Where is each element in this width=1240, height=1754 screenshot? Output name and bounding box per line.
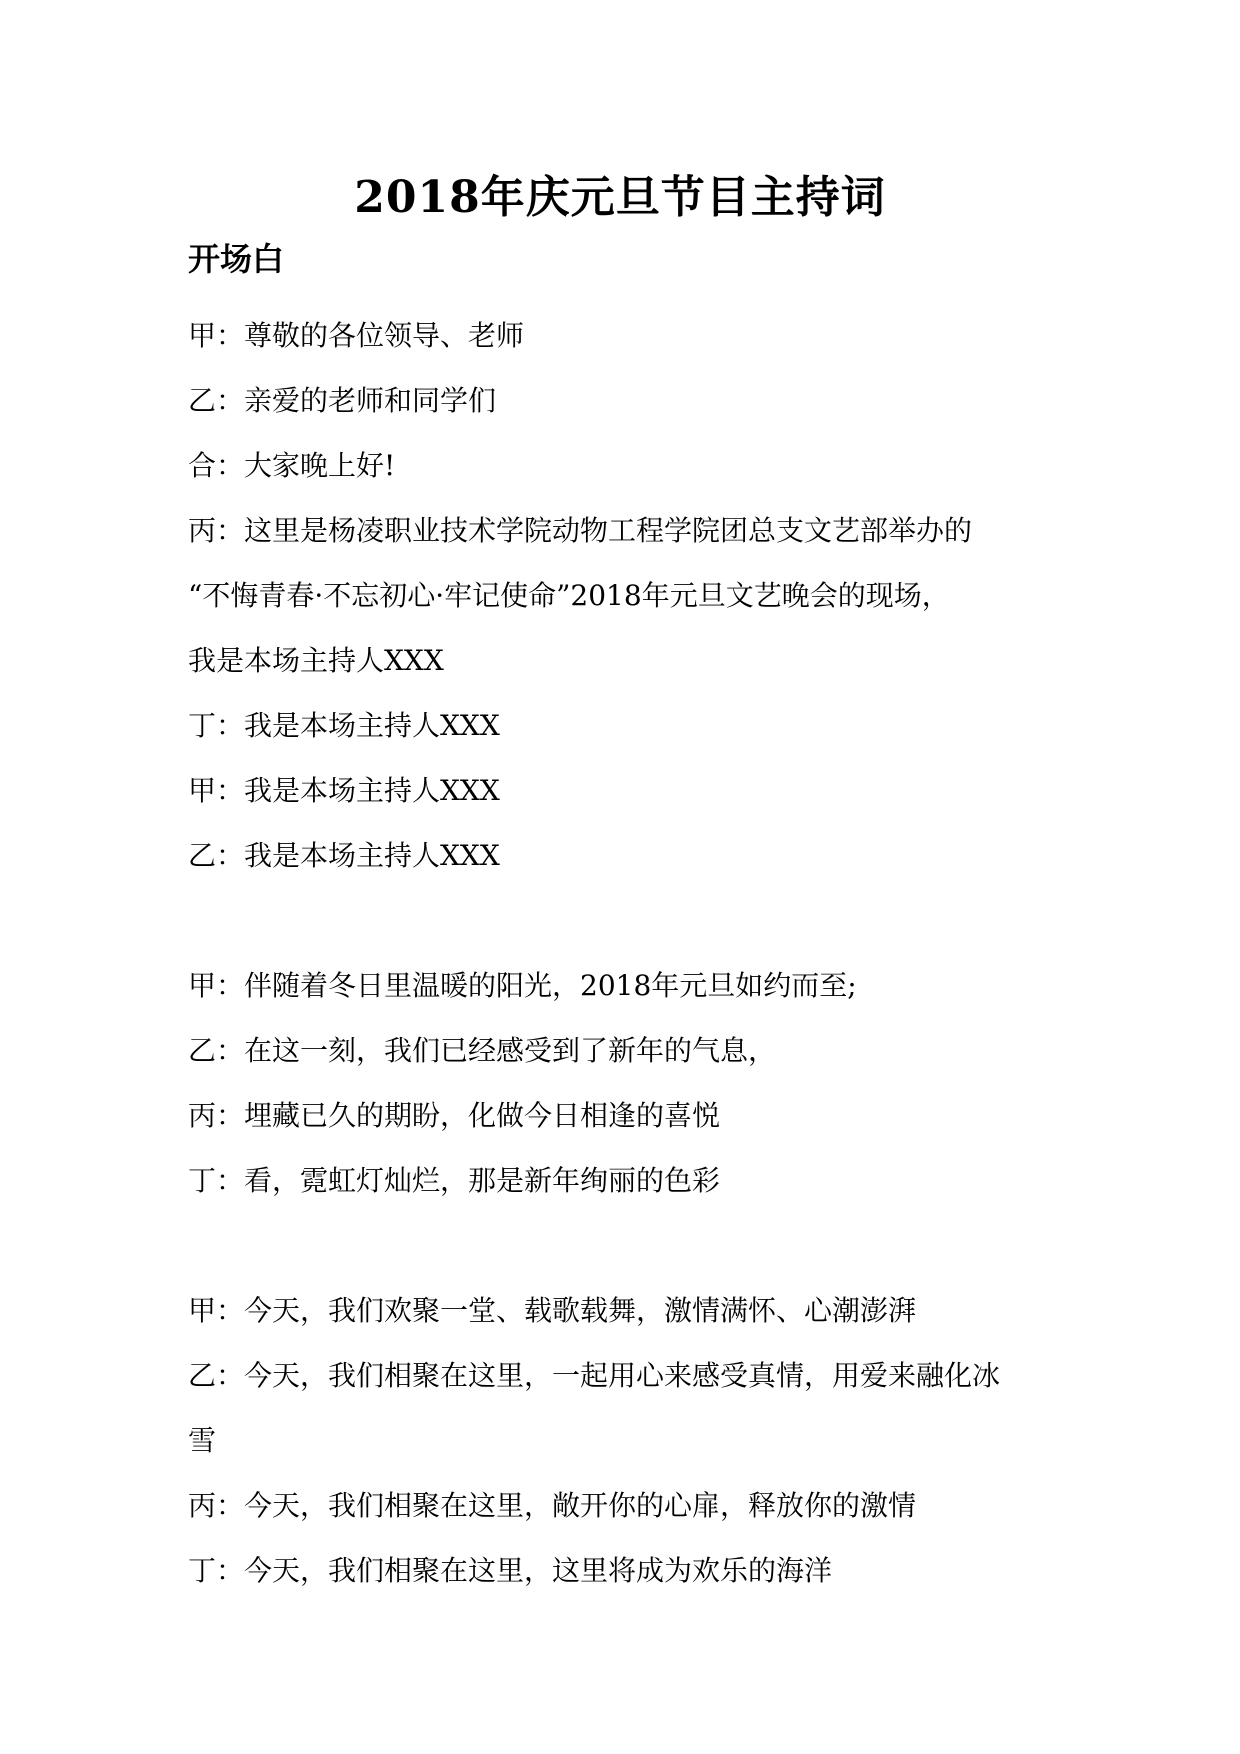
paragraph-line: 丁：看，霓虹灯灿烂，那是新年绚丽的色彩 (188, 1164, 721, 1197)
paragraph-line: 甲：今天，我们欢聚一堂、载歌载舞，激情满怀、心潮澎湃 (188, 1294, 917, 1327)
paragraph-line: 乙：我是本场主持人XXX (188, 839, 500, 872)
paragraph-line: 乙：今天，我们相聚在这里，一起用心来感受真情，用爱来融化冰 (188, 1359, 1001, 1392)
blank-line (188, 888, 1068, 953)
paragraph-line: 我是本场主持人XXX (188, 644, 444, 677)
paragraph-line: 合：大家晚上好! (188, 449, 396, 482)
paragraph-line: 甲：伴随着冬日里温暖的阳光，2018年元旦如约而至; (188, 969, 857, 1002)
paragraph-line: 甲：我是本场主持人XXX (188, 774, 500, 807)
paragraph-line: 乙：亲爱的老师和同学们 (188, 384, 497, 417)
paragraph-line: “不悔青春·不忘初心·牢记使命”2018年元旦文艺晚会的现场， (188, 579, 950, 612)
paragraph-line: 雪 (188, 1424, 217, 1457)
paragraph-line: 丁：今天，我们相聚在这里，这里将成为欢乐的海洋 (188, 1554, 833, 1587)
section-heading: 开场白 (188, 240, 285, 278)
paragraph-line: 丁：我是本场主持人XXX (188, 709, 500, 742)
paragraph-line: 乙：在这一刻，我们已经感受到了新年的气息， (188, 1034, 777, 1067)
blank-line (188, 1213, 1068, 1278)
paragraph-line: 甲：尊敬的各位领导、老师 (188, 319, 525, 352)
paragraph-line: 丙：这里是杨凌职业技术学院动物工程学院团总支文艺部举办的 (188, 514, 973, 547)
document-body (188, 303, 1068, 1603)
paragraph-line: 丙：埋藏已久的期盼，化做今日相逢的喜悦 (188, 1099, 721, 1132)
document-title: 2018年庆元旦节目主持词 (354, 172, 886, 223)
paragraph-line: 丙：今天，我们相聚在这里，敞开你的心扉，释放你的激情 (188, 1489, 917, 1522)
